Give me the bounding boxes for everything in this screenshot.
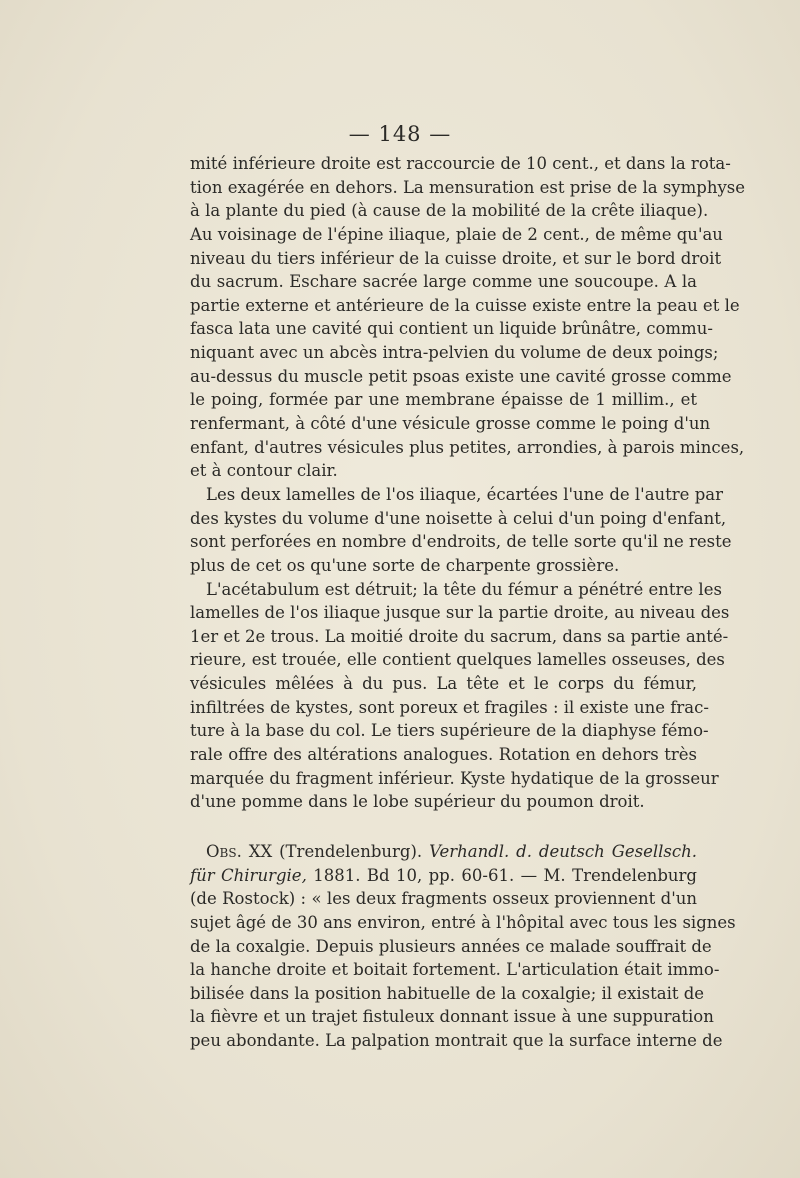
text-line: la fièvre et un trajet fistuleux donnant issue à une suppuration: [190, 1007, 714, 1027]
text-line: vésicules mêlées à du pus. La tête et le corps du fémur,: [190, 674, 697, 694]
text-line: à la plante du pied (à cause de la mobilité de la crête iliaque).: [190, 201, 709, 221]
text-line: fasca lata une cavité qui contient un liquide brûnâtre, commu-: [190, 319, 713, 339]
text-line: rale offre des altérations analogues. Rotation en dehors très: [190, 745, 697, 765]
obs-label: Obs. XX: [206, 841, 273, 861]
text-line: plus de cet os qu'une sorte de charpente grossière.: [190, 555, 620, 575]
text-line: de la coxalgie. Depuis plusieurs années ce malade souffrait de: [190, 936, 712, 956]
text-line: infiltrées de kystes, sont poreux et fragiles : il existe une frac-: [190, 697, 709, 717]
text-line: niquant avec un abcès intra-pelvien du volume de deux poings;: [190, 343, 719, 363]
body-text: [190, 152, 746, 1053]
text-line: peu abondante. La palpation montrait que la surface interne de: [190, 1031, 723, 1051]
text-line: le poing, formée par une membrane épaisse de 1 millim., et: [190, 390, 697, 410]
section-gap: [190, 814, 697, 840]
text-line: la hanche droite et boitait fortement. L'articulation était immo-: [190, 960, 720, 980]
obs-author: (Trendelenburg).: [279, 841, 423, 861]
text-line: bilisée dans la position habituelle de la coxalgie; il existait de: [190, 983, 705, 1003]
obs-journal-2: für Chirurgie,: [190, 865, 307, 885]
text-line: partie externe et antérieure de la cuisse existe entre la peau et le: [190, 295, 740, 315]
observation-ref-line: [190, 864, 697, 888]
text-line: tion exagérée en dehors. La mensuration est prise de la symphyse: [190, 177, 746, 197]
text-line: ture à la base du col. Le tiers supérieure de la diaphyse fémo-: [190, 721, 709, 741]
text-line: (de Rostock) : « les deux fragments osseux proviennent d'un: [190, 889, 697, 909]
obs-journal: Verhandl. d. deutsch Gesellsch.: [429, 841, 698, 861]
text-line: lamelles de l'os iliaque jusque sur la partie droite, au niveau des: [190, 603, 730, 623]
page-number: — 148 —: [348, 122, 452, 146]
text-line: enfant, d'autres vésicules plus petites, arrondies, à parois minces,: [190, 437, 745, 457]
text-line: sont perforées en nombre d'endroits, de telle sorte qu'il ne reste: [190, 532, 732, 552]
text-line: niveau du tiers inférieur de la cuisse droite, et sur le bord droit: [190, 248, 722, 268]
observation-heading-line: [190, 840, 697, 864]
obs-ref: 1881. Bd 10, pp. 60-61. — M. Trendelenburg: [313, 865, 697, 885]
text-line: du sacrum. Eschare sacrée large comme une soucoupe. A la: [190, 272, 697, 292]
observation-xx: [190, 840, 736, 1053]
text-line: rieure, est trouée, elle contient quelques lamelles osseuses, des: [190, 650, 725, 670]
text-line: et à contour clair.: [190, 461, 338, 481]
paragraph-2: [190, 483, 732, 578]
text-line: Au voisinage de l'épine iliaque, plaie de 2 cent., de même qu'au: [190, 224, 723, 244]
text-line: sujet âgé de 30 ans environ, entré à l'hôpital avec tous les signes: [190, 912, 736, 932]
text-line: Les deux lamelles de l'os iliaque, écartées l'une de l'autre par: [206, 484, 723, 504]
text-line: d'une pomme dans le lobe supérieur du poumon droit.: [190, 792, 645, 812]
text-line: L'acétabulum est détruit; la tête du fémur a pénétré entre les: [206, 579, 722, 599]
paragraph-1: [190, 152, 746, 483]
text-line: au-dessus du muscle petit psoas existe une cavité grosse comme: [190, 366, 732, 386]
text-line: mité inférieure droite est raccourcie de 10 cent., et dans la rota-: [190, 154, 731, 173]
paragraph-3: [190, 578, 730, 814]
text-line: marquée du fragment inférieur. Kyste hydatique de la grosseur: [190, 768, 719, 788]
text-line: renfermant, à côté d'une vésicule grosse comme le poing d'un: [190, 414, 711, 434]
text-line: 1er et 2e trous. La moitié droite du sacrum, dans sa partie anté-: [190, 626, 729, 646]
text-line: des kystes du volume d'une noisette à celui d'un poing d'enfant,: [190, 508, 727, 528]
